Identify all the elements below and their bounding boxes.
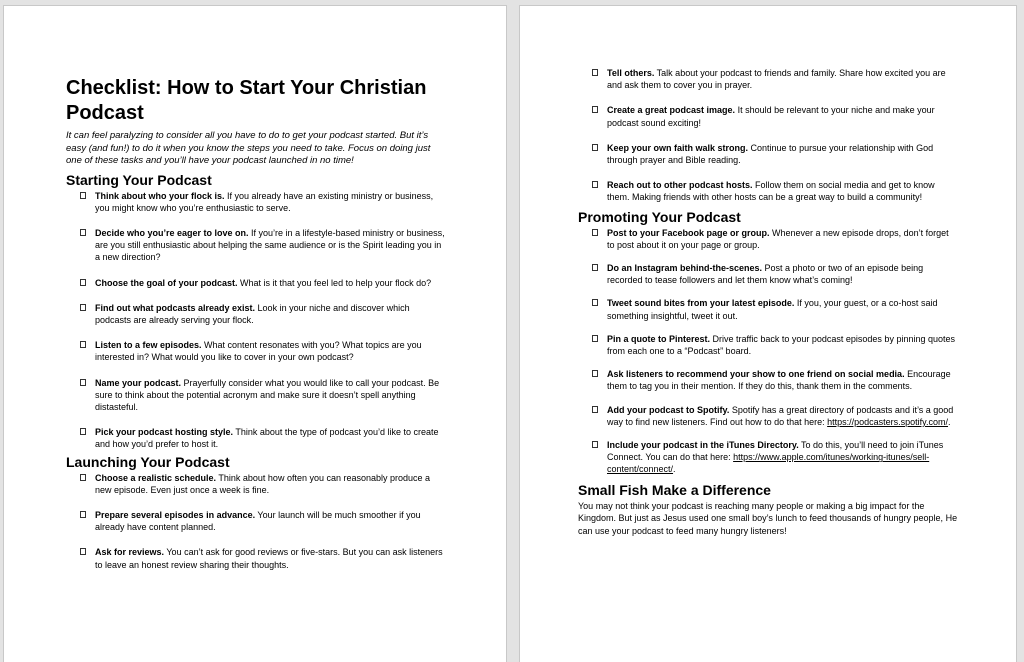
checklist-item-link[interactable]: https://www.apple.com/itunes/working-itunes/sell-content/connect/ — [607, 452, 930, 475]
checkbox-icon[interactable] — [592, 370, 598, 377]
checklist-item-title: Ask listeners to recommend your show to one friend on social media. — [607, 369, 905, 380]
checklist-item — [578, 67, 957, 91]
checklist-item-title: Reach out to other podcast hosts. — [607, 180, 753, 191]
checklist-item-text: Continue to pursue your relationship with God through prayer and Bible reading. — [607, 142, 934, 166]
checklist-item-text: If you’re in a lifestyle-based ministry or business, are you still enthusiastic about helping the same audience or is the Spirit leading you in a new direction? — [95, 227, 445, 263]
checkbox-icon[interactable] — [80, 229, 86, 236]
document-page-right — [520, 6, 1016, 662]
checklist-item-text: Follow them on social media and get to know them. Making friends with other hosts can be a great way to build a community! — [607, 180, 935, 203]
checklist-item-title: Tweet sound bites from your latest episode. — [607, 298, 795, 309]
checklist-item — [66, 426, 445, 450]
checklist-item-title: Pin a quote to Pinterest. — [607, 333, 711, 344]
checkbox-icon[interactable] — [80, 379, 86, 386]
checklist-item-title: Listen to a few episodes. — [95, 340, 202, 351]
checkbox-icon[interactable] — [592, 299, 598, 306]
checklist-item — [578, 227, 957, 251]
section-heading-starting: Starting Your Podcast — [66, 171, 212, 188]
checklist-item — [66, 377, 445, 414]
checkbox-icon[interactable] — [592, 181, 598, 188]
checklist-item-tail: . — [673, 464, 676, 475]
checklist-item — [66, 509, 445, 533]
checkbox-icon[interactable] — [592, 144, 598, 151]
checklist-item-title: Think about who your flock is. — [95, 190, 225, 201]
checklist-item-title: Find out what podcasts already exist. — [95, 302, 256, 313]
checkbox-icon[interactable] — [592, 229, 598, 236]
checklist-item-title: Name your podcast. — [95, 377, 182, 388]
intro-paragraph: It can feel paralyzing to consider all you have to do to get your podcast started. But it’s easy (and fun!) to do it when you know the steps you need to take. Focus on doing just one of these tasks and you’ll have your podcast launched in no time! — [66, 130, 431, 166]
checklist-item-title: Tell others. — [607, 68, 655, 78]
checklist-item-text: Drive traffic back to your podcast episodes by pinning quotes from each one to a “Podcast” board. — [607, 333, 955, 357]
checklist-item — [66, 277, 445, 289]
checklist-item-text: Whenever a new episode drops, don’t forget to post about it on your page or group. — [607, 227, 949, 250]
checklist-item-title: Include your podcast in the iTunes Directory. — [607, 440, 799, 451]
checklist-item — [578, 297, 957, 321]
checkbox-icon[interactable] — [592, 106, 598, 113]
checklist-item-text: It should be relevant to your niche and make your podcast sound exciting! — [607, 105, 935, 128]
document-page-left — [4, 6, 506, 662]
checkbox-icon[interactable] — [592, 441, 598, 448]
checklist-item-title: Ask for reviews. — [95, 547, 165, 558]
checklist-promoting — [578, 227, 1016, 476]
checklist-item-title: Create a great podcast image. — [607, 105, 736, 116]
checkbox-icon[interactable] — [592, 264, 598, 271]
checklist-item — [66, 227, 445, 264]
checklist-item — [578, 368, 957, 392]
checklist-item-text: To do this, you’ll need to join iTunes Connect. You can do that here: — [607, 440, 944, 463]
checklist-item-tail: . — [948, 416, 951, 427]
checklist-item — [578, 142, 957, 166]
checkbox-icon[interactable] — [592, 406, 598, 413]
checklist-item — [578, 404, 957, 428]
checklist-item-title: Pick your podcast hosting style. — [95, 427, 234, 438]
checklist-item-title: Keep your own faith walk strong. — [607, 142, 749, 153]
checklist-item — [578, 333, 957, 357]
checkbox-icon[interactable] — [80, 548, 86, 555]
checklist-launching-continued — [578, 67, 1016, 204]
checkbox-icon[interactable] — [592, 69, 598, 76]
checklist-item — [66, 546, 445, 570]
checklist-item — [578, 262, 957, 286]
checklist-item-text: Think about how often you can reasonably produce a new episode. Even just once a week is fine. — [95, 472, 431, 495]
checklist-item-text: Post a photo or two of an episode being recorded to tease followers and let them know what’s coming! — [607, 263, 924, 286]
checklist-item-text: Spotify has a great directory of podcasts and it’s a good way to find new listeners. Find out how to do that here: — [607, 404, 954, 427]
checklist-item-text: What is it that you feel led to help your flock do? — [237, 277, 432, 288]
checklist-item-text: Your launch will be much smoother if you already have content planned. — [95, 509, 421, 533]
checklist-starting — [66, 190, 506, 451]
checkbox-icon[interactable] — [80, 474, 86, 481]
checkbox-icon[interactable] — [80, 428, 86, 435]
checklist-item — [66, 472, 445, 496]
checkbox-icon[interactable] — [592, 335, 598, 342]
closing-paragraph: You may not think your podcast is reaching many people or making a big impact for the Kingdom. But just as Jesus used one small boy’s lunch to feed thousands of hungry people, He can use your podcast to feed many hungry listeners! — [578, 500, 958, 536]
checkbox-icon[interactable] — [80, 341, 86, 348]
checkbox-icon[interactable] — [80, 279, 86, 286]
section-heading-small-fish: Small Fish Make a Difference — [578, 481, 771, 498]
checklist-item-title: Choose the goal of your podcast. — [95, 277, 238, 288]
checklist-item — [578, 104, 957, 128]
checklist-item-title: Add your podcast to Spotify. — [607, 404, 730, 415]
checklist-item-title: Decide who you’re eager to love on. — [95, 227, 249, 238]
checklist-item-text: Think about the type of podcast you’d like to create and how you’d prefer to host it. — [95, 427, 439, 450]
checklist-item-title: Prepare several episodes in advance. — [95, 509, 256, 520]
checklist-item-text: You can’t ask for good reviews or five-stars. But you can ask listeners to leave an honest review sharing their thoughts. — [95, 547, 443, 570]
checklist-item-title: Post to your Facebook page or group. — [607, 227, 770, 238]
checklist-item-text: Look in your niche and discover which podcasts are already serving your flock. — [95, 302, 410, 325]
checklist-item-link[interactable]: https://podcasters.spotify.com/ — [827, 416, 949, 427]
checklist-item-title: Choose a realistic schedule. — [95, 472, 217, 483]
checkbox-icon[interactable] — [80, 511, 86, 518]
checklist-item — [578, 439, 957, 476]
checklist-item — [66, 339, 445, 363]
checkbox-icon[interactable] — [80, 192, 86, 199]
checklist-item — [66, 302, 445, 326]
checkbox-icon[interactable] — [80, 304, 86, 311]
checklist-item-text: Prayerfully consider what you would like to call your podcast. Be sure to think about the potential acronym and make sure it doesn’t spell anything distasteful. — [95, 377, 440, 412]
checklist-item-text: If you already have an existing ministry or business, you might know who you’re enthusiastic to serve. — [95, 190, 434, 213]
checklist-item-text: If you, your guest, or a co-host said something insightful, tweet it out. — [607, 298, 938, 321]
checklist-item-text: Encourage them to tag you in their mention. If they do this, thank them in the comments. — [607, 369, 951, 392]
checklist-item — [66, 190, 445, 214]
checklist-launching — [66, 472, 506, 571]
checklist-item — [578, 179, 957, 203]
document-title: Checklist: How to Start Your Christian Podcast — [66, 77, 427, 124]
checklist-item-text: Talk about your podcast to friends and family. Share how excited you are and ask them to cover you in prayer. — [607, 68, 946, 91]
section-heading-promoting: Promoting Your Podcast — [578, 208, 741, 225]
section-heading-launching: Launching Your Podcast — [66, 453, 230, 470]
checklist-item-title: Do an Instagram behind-the-scenes. — [607, 263, 763, 274]
checklist-item-text: What content resonates with you? What topics are you interested in? What would you like to cover in your own podcast? — [95, 340, 422, 363]
